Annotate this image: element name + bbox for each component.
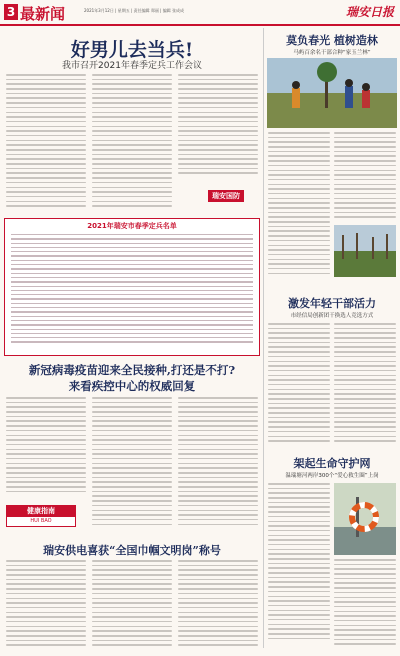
right2-body-col1 [268,323,330,448]
right3-body-col1 [268,483,330,648]
right3-subtitle: 温瑞塘河两岸300个“爱心救生圈”上岗 [285,473,379,479]
column-divider [263,28,264,648]
article3-title: 瑞安供电喜获“全国巾帼文明岗”称号 [43,544,221,557]
right2-subtitle: 市经信局创新团干换选人竞选方式 [290,313,374,319]
article2-title-line1: 新冠病毒疫苗迎来全民接种,打还是不打? [28,363,236,377]
article2-title-line2: 来看疾控中心的权威回复 [68,379,196,393]
health-guide-label: 健康指南 [7,506,75,517]
article1-title: 好男儿去当兵! [70,39,194,61]
section-title: 最新闻 [20,5,66,23]
article1-subtitle: 我市召开2021年春季定兵工作会议 [62,61,202,71]
newspaper-logo: 瑞安日报 [345,5,394,19]
article1-badge: 瑞安国防 [208,190,244,202]
article2-body-col3 [178,397,258,529]
right3-body-col2 [334,559,396,649]
sapling-photo [334,225,396,277]
right3-title: 架起生命守护网 [293,457,371,470]
right1-subtitle: 马屿百余名干部合种“家玉兰林” [293,50,371,56]
article1-body-col2 [92,74,172,214]
right2-body-col2 [334,323,396,448]
right1-title: 莫负春光 植树造林 [286,34,378,47]
page-header [0,0,400,30]
article2-body-col2 [92,397,172,529]
health-guide-badge [6,505,76,527]
tree-planting-photo [267,58,397,128]
article1-body-col1 [6,74,86,214]
right2-title: 激发年轻干部活力 [288,297,376,310]
list-box-title: 2021年瑞安市春季定兵名单 [87,222,177,230]
list-box-lines [5,234,259,343]
article3-body-col1 [6,560,86,650]
right1-body-col1 [268,132,330,282]
enlistment-list-box [4,218,260,356]
lifebuoy-photo [334,483,396,555]
article3-body-col3 [178,560,258,650]
health-guide-sublabel: HUI BAO [30,518,52,524]
article2-body-col1 [6,397,86,497]
right1-body-col2 [334,132,396,222]
article1-body-col3 [178,74,258,184]
issue-meta: 2021年3月12日 | 星期五 | 责任编辑 郑丽 | 编辑 张成成 [84,8,185,13]
article3-body-col2 [92,560,172,650]
header-rule [0,24,400,26]
page-number: 3 [4,4,18,20]
